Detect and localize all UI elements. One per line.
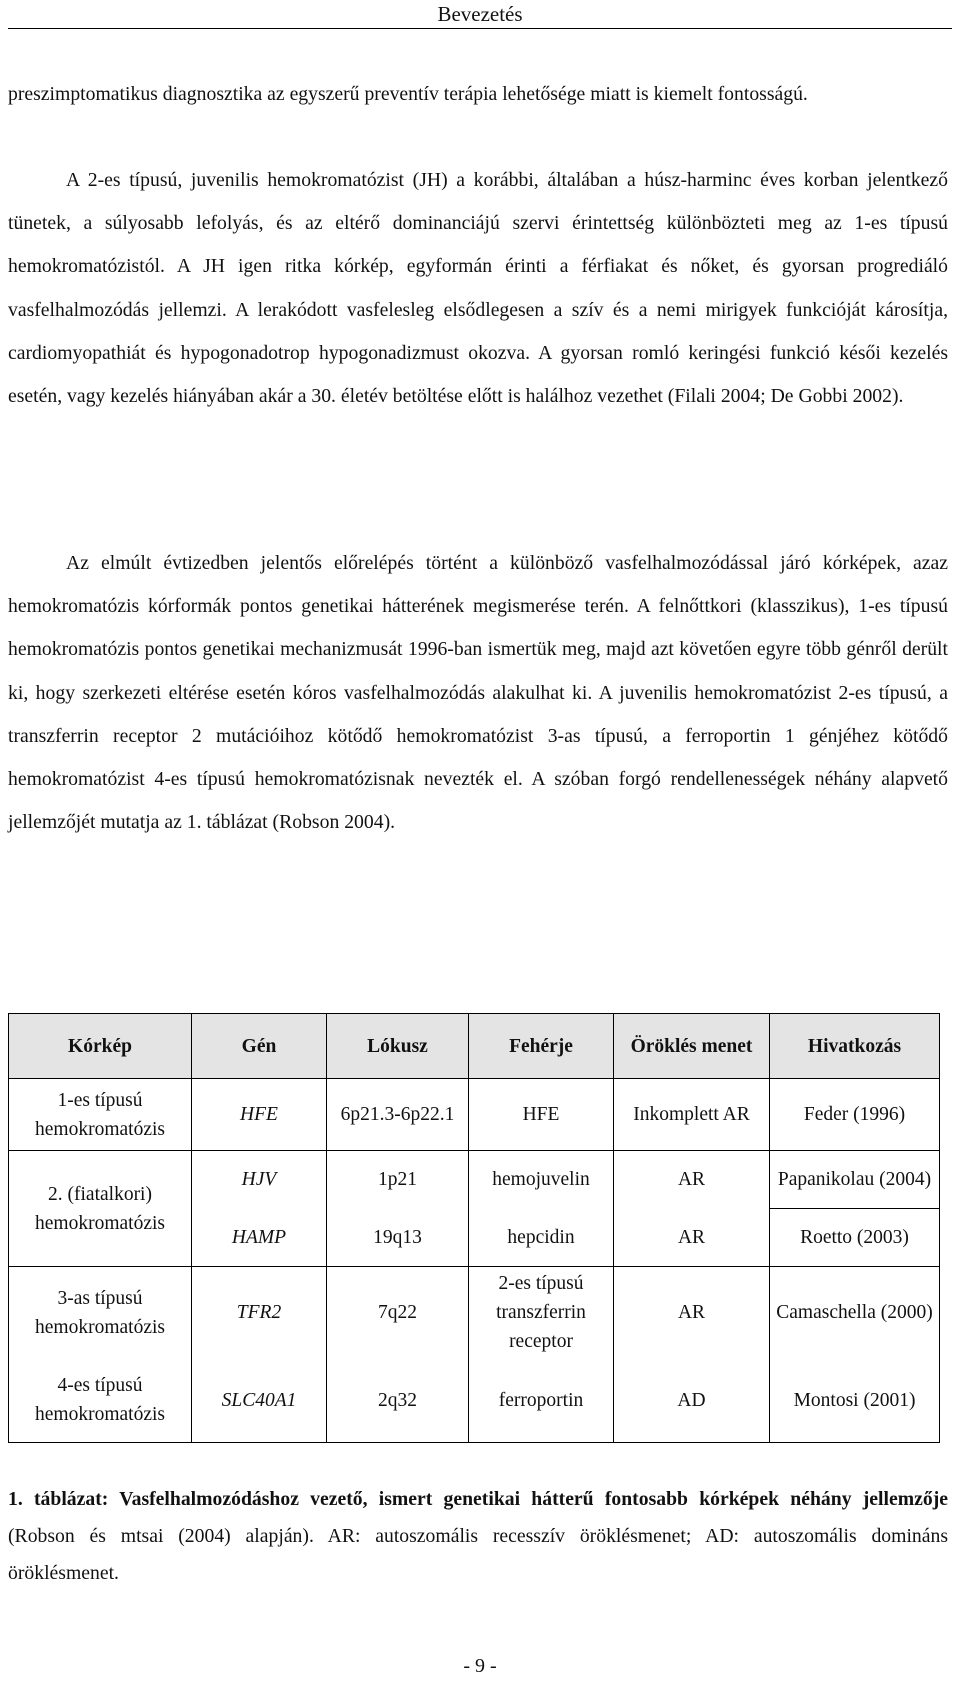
cell-oroklesmenet: AD [614,1359,770,1443]
cell-korkep: 4-es típusú hemokromatózis [9,1359,192,1443]
running-header [8,0,952,29]
cell-gen: SLC40A1 [192,1359,327,1443]
cell-oroklesmenet: AR [614,1151,770,1209]
cell-gen: TFR2 [192,1267,327,1359]
cell-lokusz: 1p21 [327,1151,469,1209]
column-header-gen: Gén [192,1014,327,1079]
cell-feherje: hemojuvelin [469,1151,614,1209]
cell-hivatkozas: Montosi (2001) [770,1359,940,1443]
cell-hivatkozas: Papanikolau (2004) [770,1151,940,1209]
table-row [9,1079,940,1151]
cell-feherje: ferroportin [469,1359,614,1443]
paragraph-juvenile-hemochromatosis: A 2-es típusú, juvenilis hemokromatózist (JH) a korábbi, általában a húsz-harminc éves korban jelentkező tünetek, a súlyosabb lefolyás, és az eltérő dominanciájú szervi érintettség különbözteti meg az 1-es típusú hemokromatózistól. A JH igen ritka kórkép, egyformán érinti a férfiakat és nőket, és gyorsan progrediáló vasfelhalmozódás jellemzi. A lerakódott vasfelesleg elsődlegesen a szív és a nemi mirigyek funkcióját károsítja, cardiomyopathiát és hypogonadotrop hypogonadizmust okozva. A gyorsan romló keringési funkció késői kezelés esetén, vagy kezelés hiányában akár a 30. életév betöltése előtt is halálhoz vezethet (Filali 2004; De Gobbi 2002). [8,169,948,408]
cell-lokusz: 7q22 [327,1267,469,1359]
cell-feherje: HFE [469,1079,614,1151]
cell-lokusz: 6p21.3-6p22.1 [327,1079,469,1151]
cell-korkep: 2. (fiatalkori) hemokromatózis [9,1151,192,1267]
cell-korkep: 3-as típusú hemokromatózis [9,1267,192,1359]
cell-korkep: 1-es típusú hemokromatózis [9,1079,192,1151]
paragraph-continuation: preszimptomatikus diagnosztika az egyszerű preventív terápia lehetősége miatt is kiemelt fontosságú. [8,83,808,105]
header-title: Bevezetés [437,2,523,26]
cell-oroklesmenet: AR [614,1209,770,1267]
page-number: - 9 - [463,1655,497,1677]
paragraph-genetic-background: Az elmúlt évtizedben jelentős előrelépés történt a különböző vasfelhalmozódással járó kórképek, azaz hemokromatózis kórformák pontos genetikai hátterének megismerése terén. A felnőttkori (klasszikus), 1-es típusú hemokromatózis pontos genetikai mechanizmusát 1996-ban ismertük meg, majd azt követően egyre több génről derült ki, hogy szerkezeti eltérése esetén kóros vasfelhalmozódás alakulhat ki. A juvenilis hemokromatózist 2-es típusú, a transzferrin receptor 2 mutációihoz kötődő hemokromatózist 3-as típusú, a ferroportin 1 génjéhez kötődő hemokromatózist 4-es típusú hemokromatózisnak nevezték el. A szóban forgó rendellenességek néhány alapvető jellemzőjét mutatja az 1. táblázat (Robson 2004). [8,552,948,834]
cell-feherje: 2-es típusú transzferrin receptor [469,1267,614,1359]
column-header-korkep: Kórkép [9,1014,192,1079]
table-caption [8,1481,948,1592]
table-header-row [9,1014,940,1079]
cell-hivatkozas: Roetto (2003) [770,1209,940,1267]
cell-hivatkozas: Feder (1996) [770,1079,940,1151]
caption-lead: 1. táblázat: Vasfelhalmozódáshoz vezető, ismert genetikai hátterű fontosabb kórképek néhány jellemzője [8,1488,948,1510]
column-header-lokusz: Lókusz [327,1014,469,1079]
hemochromatosis-table [8,1013,940,1443]
cell-gen: HAMP [192,1209,327,1267]
cell-lokusz: 19q13 [327,1209,469,1267]
table-row [9,1267,940,1359]
cell-gen: HFE [192,1079,327,1151]
cell-gen: HJV [192,1151,327,1209]
column-header-oroklesmenet: Öröklés menet [614,1014,770,1079]
cell-feherje: hepcidin [469,1209,614,1267]
table-row [9,1359,940,1443]
column-header-feherje: Fehérje [469,1014,614,1079]
cell-hivatkozas: Camaschella (2000) [770,1267,940,1359]
caption-rest: (Robson és mtsai (2004) alapján). AR: autoszomális recesszív öröklésmenet; AD: autoszomális domináns öröklésmenet. [8,1525,948,1584]
cell-lokusz: 2q32 [327,1359,469,1443]
column-header-hivatkozas: Hivatkozás [770,1014,940,1079]
cell-oroklesmenet: AR [614,1267,770,1359]
table-row [9,1151,940,1209]
cell-oroklesmenet: Inkomplett AR [614,1079,770,1151]
